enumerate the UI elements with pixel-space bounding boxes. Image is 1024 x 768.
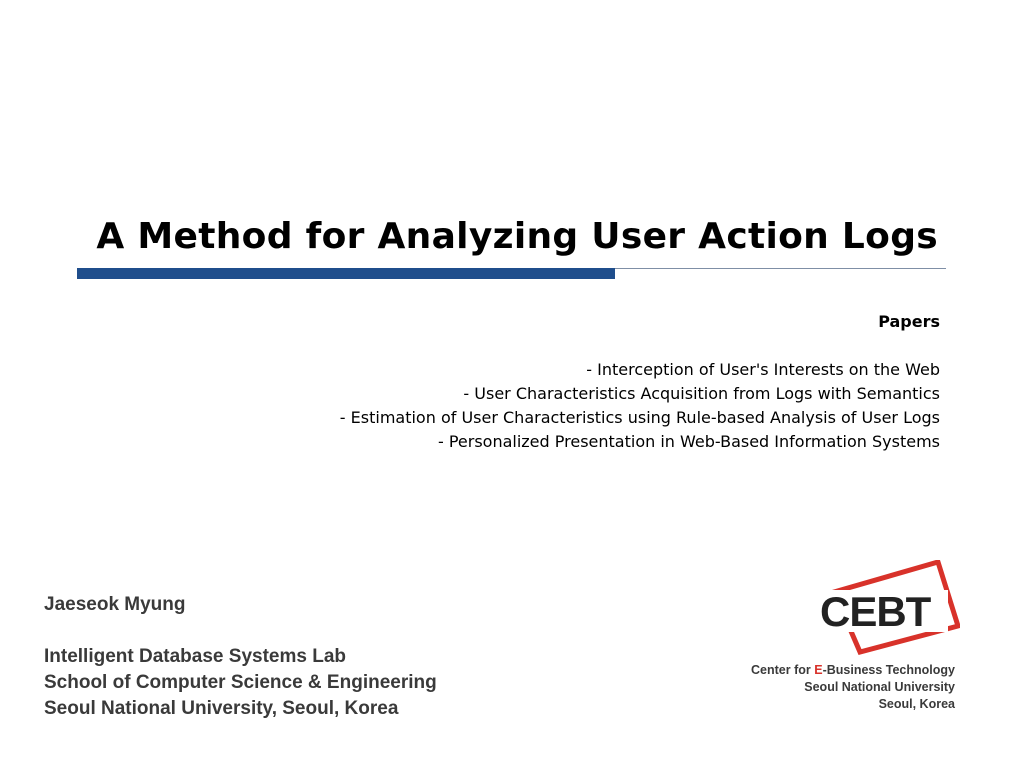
author-name: Jaeseok Myung	[44, 594, 186, 615]
paper-item: - User Characteristics Acquisition from Logs with Semantics	[463, 384, 940, 403]
slide-title: A Method for Analyzing User Action Logs	[96, 216, 938, 257]
center-university: Seoul National University	[804, 680, 955, 694]
title-underline-thin	[615, 268, 946, 269]
center-e-letter: E	[814, 663, 823, 677]
logo-text: CEBT	[820, 588, 931, 635]
papers-section	[340, 310, 940, 454]
paper-item: - Personalized Presentation in Web-Based Information Systems	[437, 432, 940, 451]
cebt-logo-icon	[812, 560, 960, 660]
author-lab: Intelligent Database Systems Lab	[44, 646, 346, 667]
center-name: Center for E-Business Technology	[751, 663, 955, 677]
author-university: Seoul National University, Seoul, Korea	[44, 698, 399, 719]
author-school: School of Computer Science & Engineering	[44, 672, 437, 693]
center-block	[751, 662, 955, 713]
paper-item: - Interception of User's Interests on the Web	[586, 360, 940, 379]
author-block	[44, 592, 437, 722]
title-underline-thick	[77, 268, 615, 279]
papers-heading: Papers	[878, 312, 940, 331]
center-location: Seoul, Korea	[878, 697, 955, 711]
paper-item: - Estimation of User Characteristics using Rule-based Analysis of User Logs	[339, 408, 940, 427]
